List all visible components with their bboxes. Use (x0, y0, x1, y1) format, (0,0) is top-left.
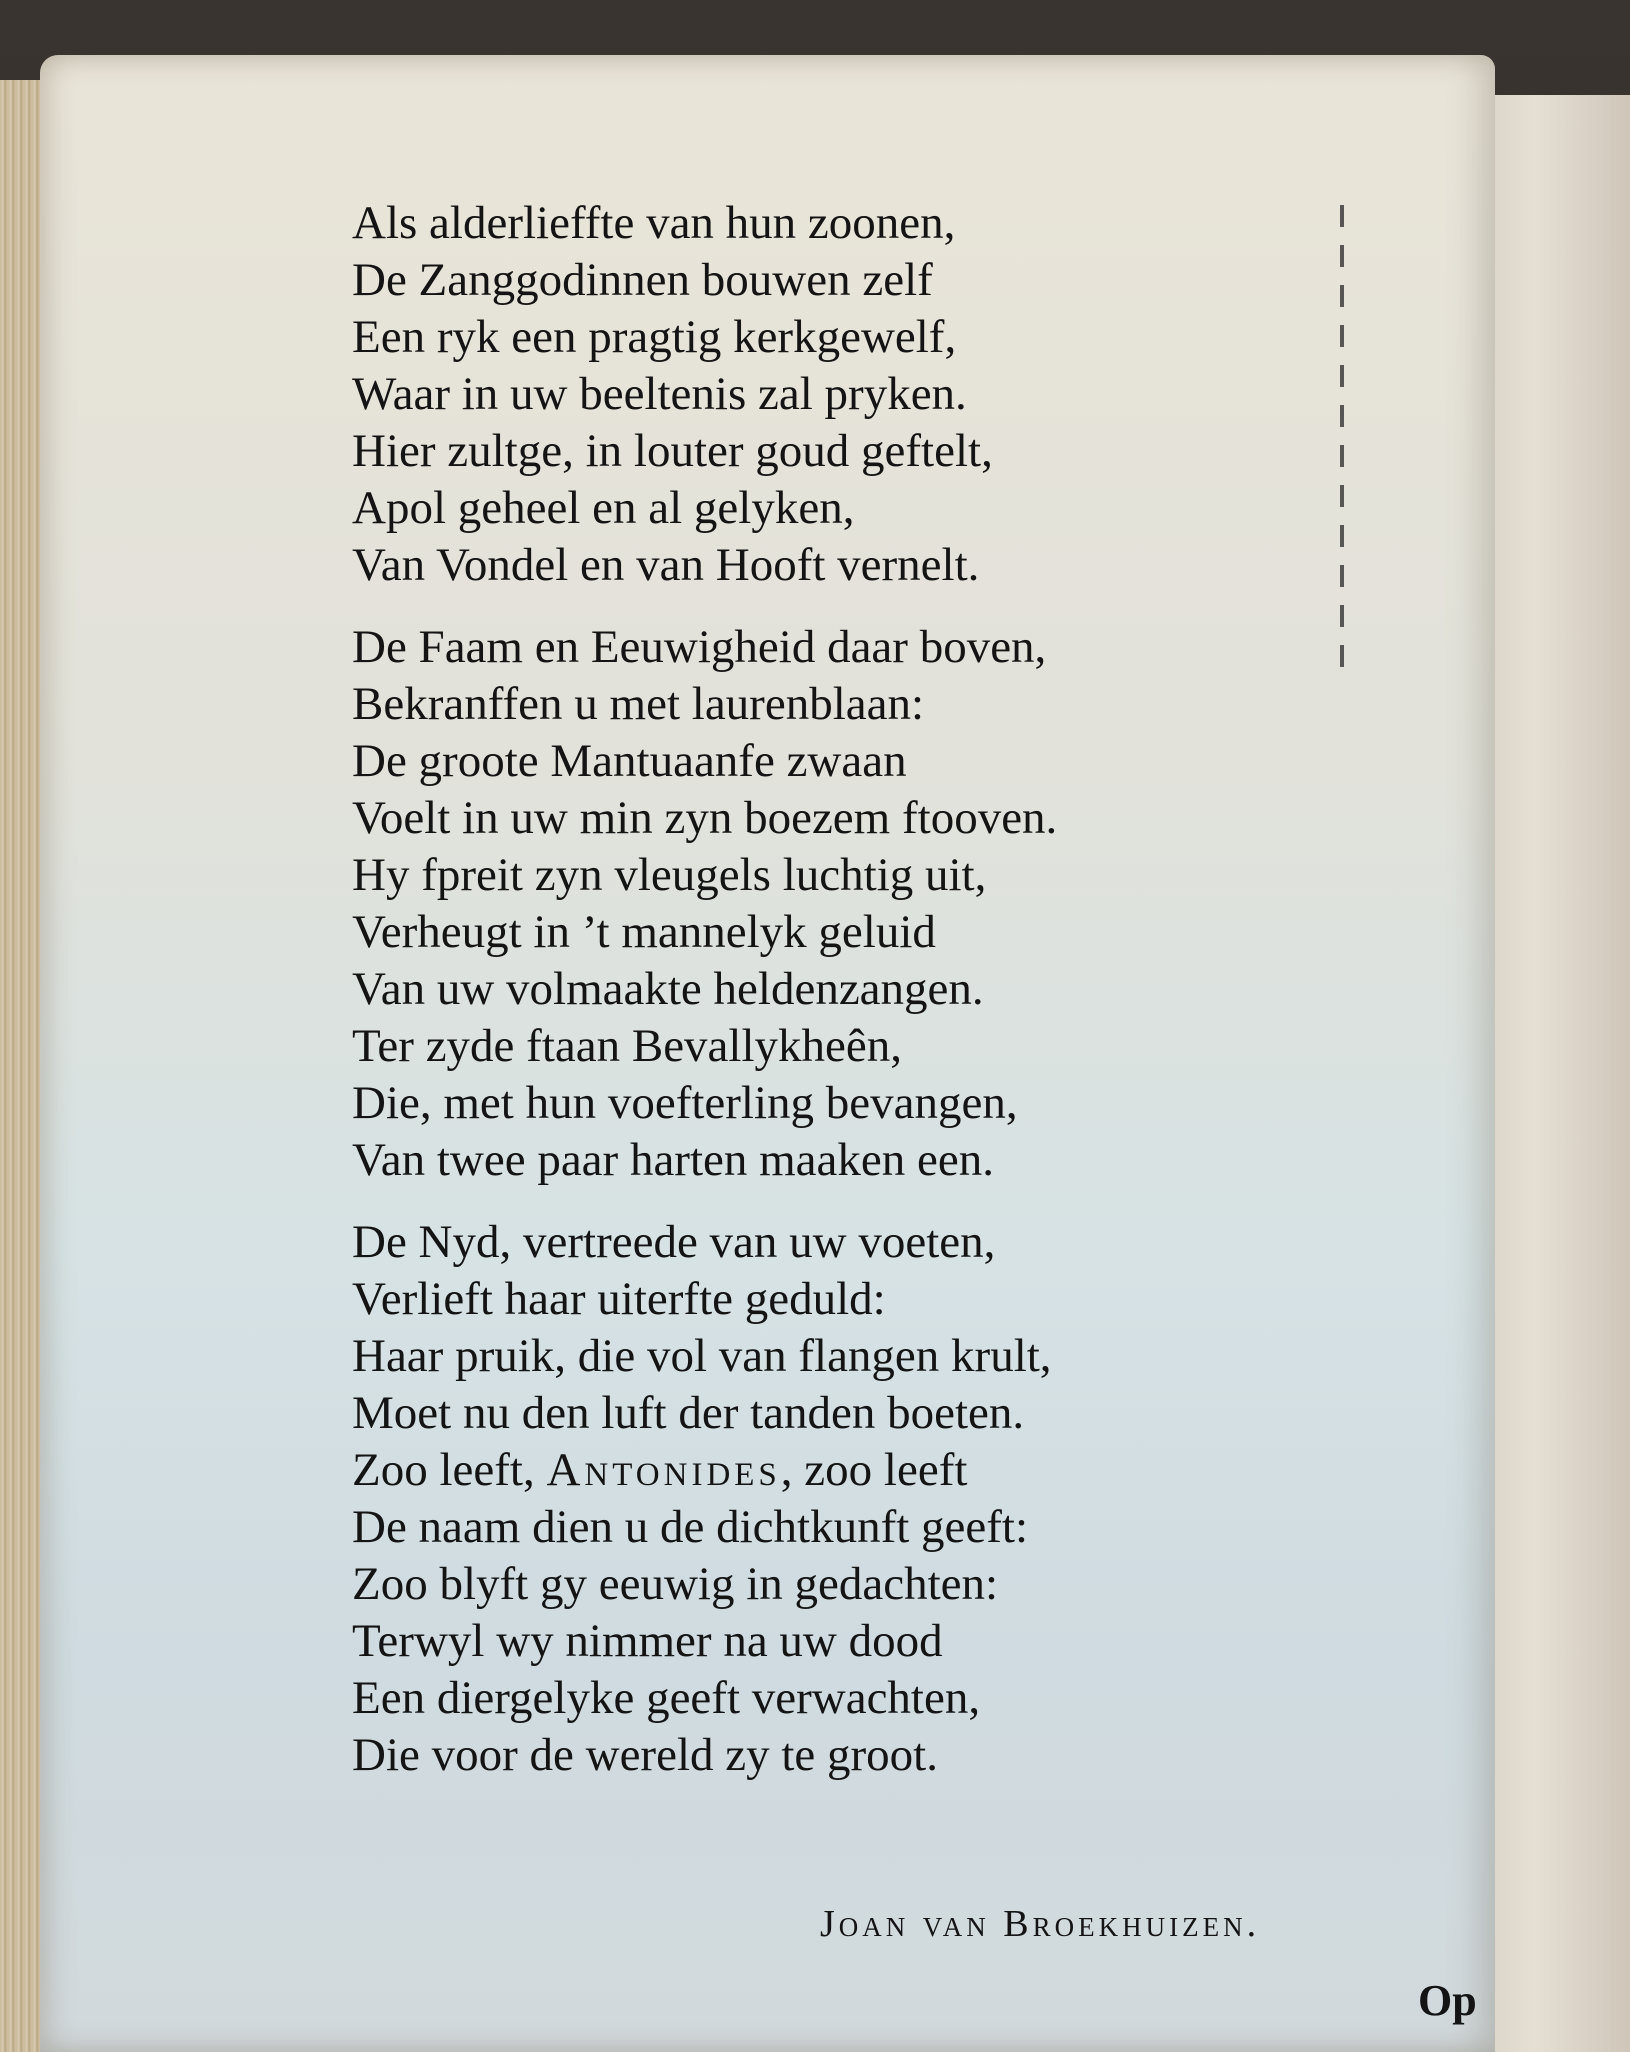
verse-line: De Zanggodinnen bouwen zelf (352, 254, 933, 306)
verse-line: Haar pruik, die vol van flangen krult, (352, 1330, 1052, 1382)
verse-line: Hier zultge, in louter goud geftelt, (352, 425, 993, 477)
verse-line: Apol geheel en al gelyken, (352, 482, 855, 534)
verse-line: Bekranffen u met laurenblaan: (352, 678, 925, 730)
verse-line-with-name (352, 1442, 1432, 1499)
verse-line: Die, met hun voefterling bevangen, (352, 1077, 1018, 1129)
verse-line: Zoo blyft gy eeuwig in gedachten: (352, 1558, 999, 1610)
verse-line: Ter zyde ftaan Bevallykheên, (352, 1020, 903, 1072)
verse-line: Moet nu den luft der tanden boeten. (352, 1387, 1025, 1439)
verse-line: Hy fpreit zyn vleugels luchtig uit, (352, 849, 987, 901)
verse-line-start: Zoo leeft, (352, 1444, 547, 1496)
stanza-3 (352, 1214, 1432, 1784)
verse-line: Een ryk een pragtig kerkgewelf, (352, 311, 957, 363)
verse-line-end: , zoo leeft (780, 1444, 968, 1496)
verse-line: Als alderlieffte van hun zoonen, (352, 197, 956, 249)
poem-text (352, 195, 1432, 1809)
verse-line: De groote Mantuaanfe zwaan (352, 735, 907, 787)
stanza-1 (352, 195, 1432, 594)
stanza-2 (352, 619, 1432, 1189)
verse-line: Waar in uw beeltenis zal pryken. (352, 368, 967, 420)
author-signature: Joan van Broekhuizen. (820, 1903, 1261, 1945)
catchword: Op (1418, 1976, 1477, 2025)
verse-line: Terwyl wy nimmer na uw dood (352, 1615, 943, 1667)
dedicatee-name: Antonides (546, 1444, 781, 1496)
verse-line: Van twee paar harten maaken een. (352, 1134, 994, 1186)
verse-line: De Nyd, vertreede van uw voeten, (352, 1216, 996, 1268)
verse-line: Van uw volmaakte heldenzangen. (352, 963, 984, 1015)
book-page (40, 55, 1495, 2052)
verse-line: Verlieft haar uiterfte geduld: (352, 1273, 886, 1325)
verse-line: Die voor de wereld zy te groot. (352, 1729, 938, 1781)
verse-line: Voelt in uw min zyn boezem ftooven. (352, 792, 1058, 844)
verse-line: De Faam en Eeuwigheid daar boven, (352, 621, 1047, 673)
verse-line: Van Vondel en van Hooft vernelt. (352, 539, 980, 591)
verse-line: Verheugt in ’t mannelyk geluid (352, 906, 936, 958)
verse-line: De naam dien u de dichtkunft geeft: (352, 1501, 1029, 1553)
verse-line: Een diergelyke geeft verwachten, (352, 1672, 981, 1724)
